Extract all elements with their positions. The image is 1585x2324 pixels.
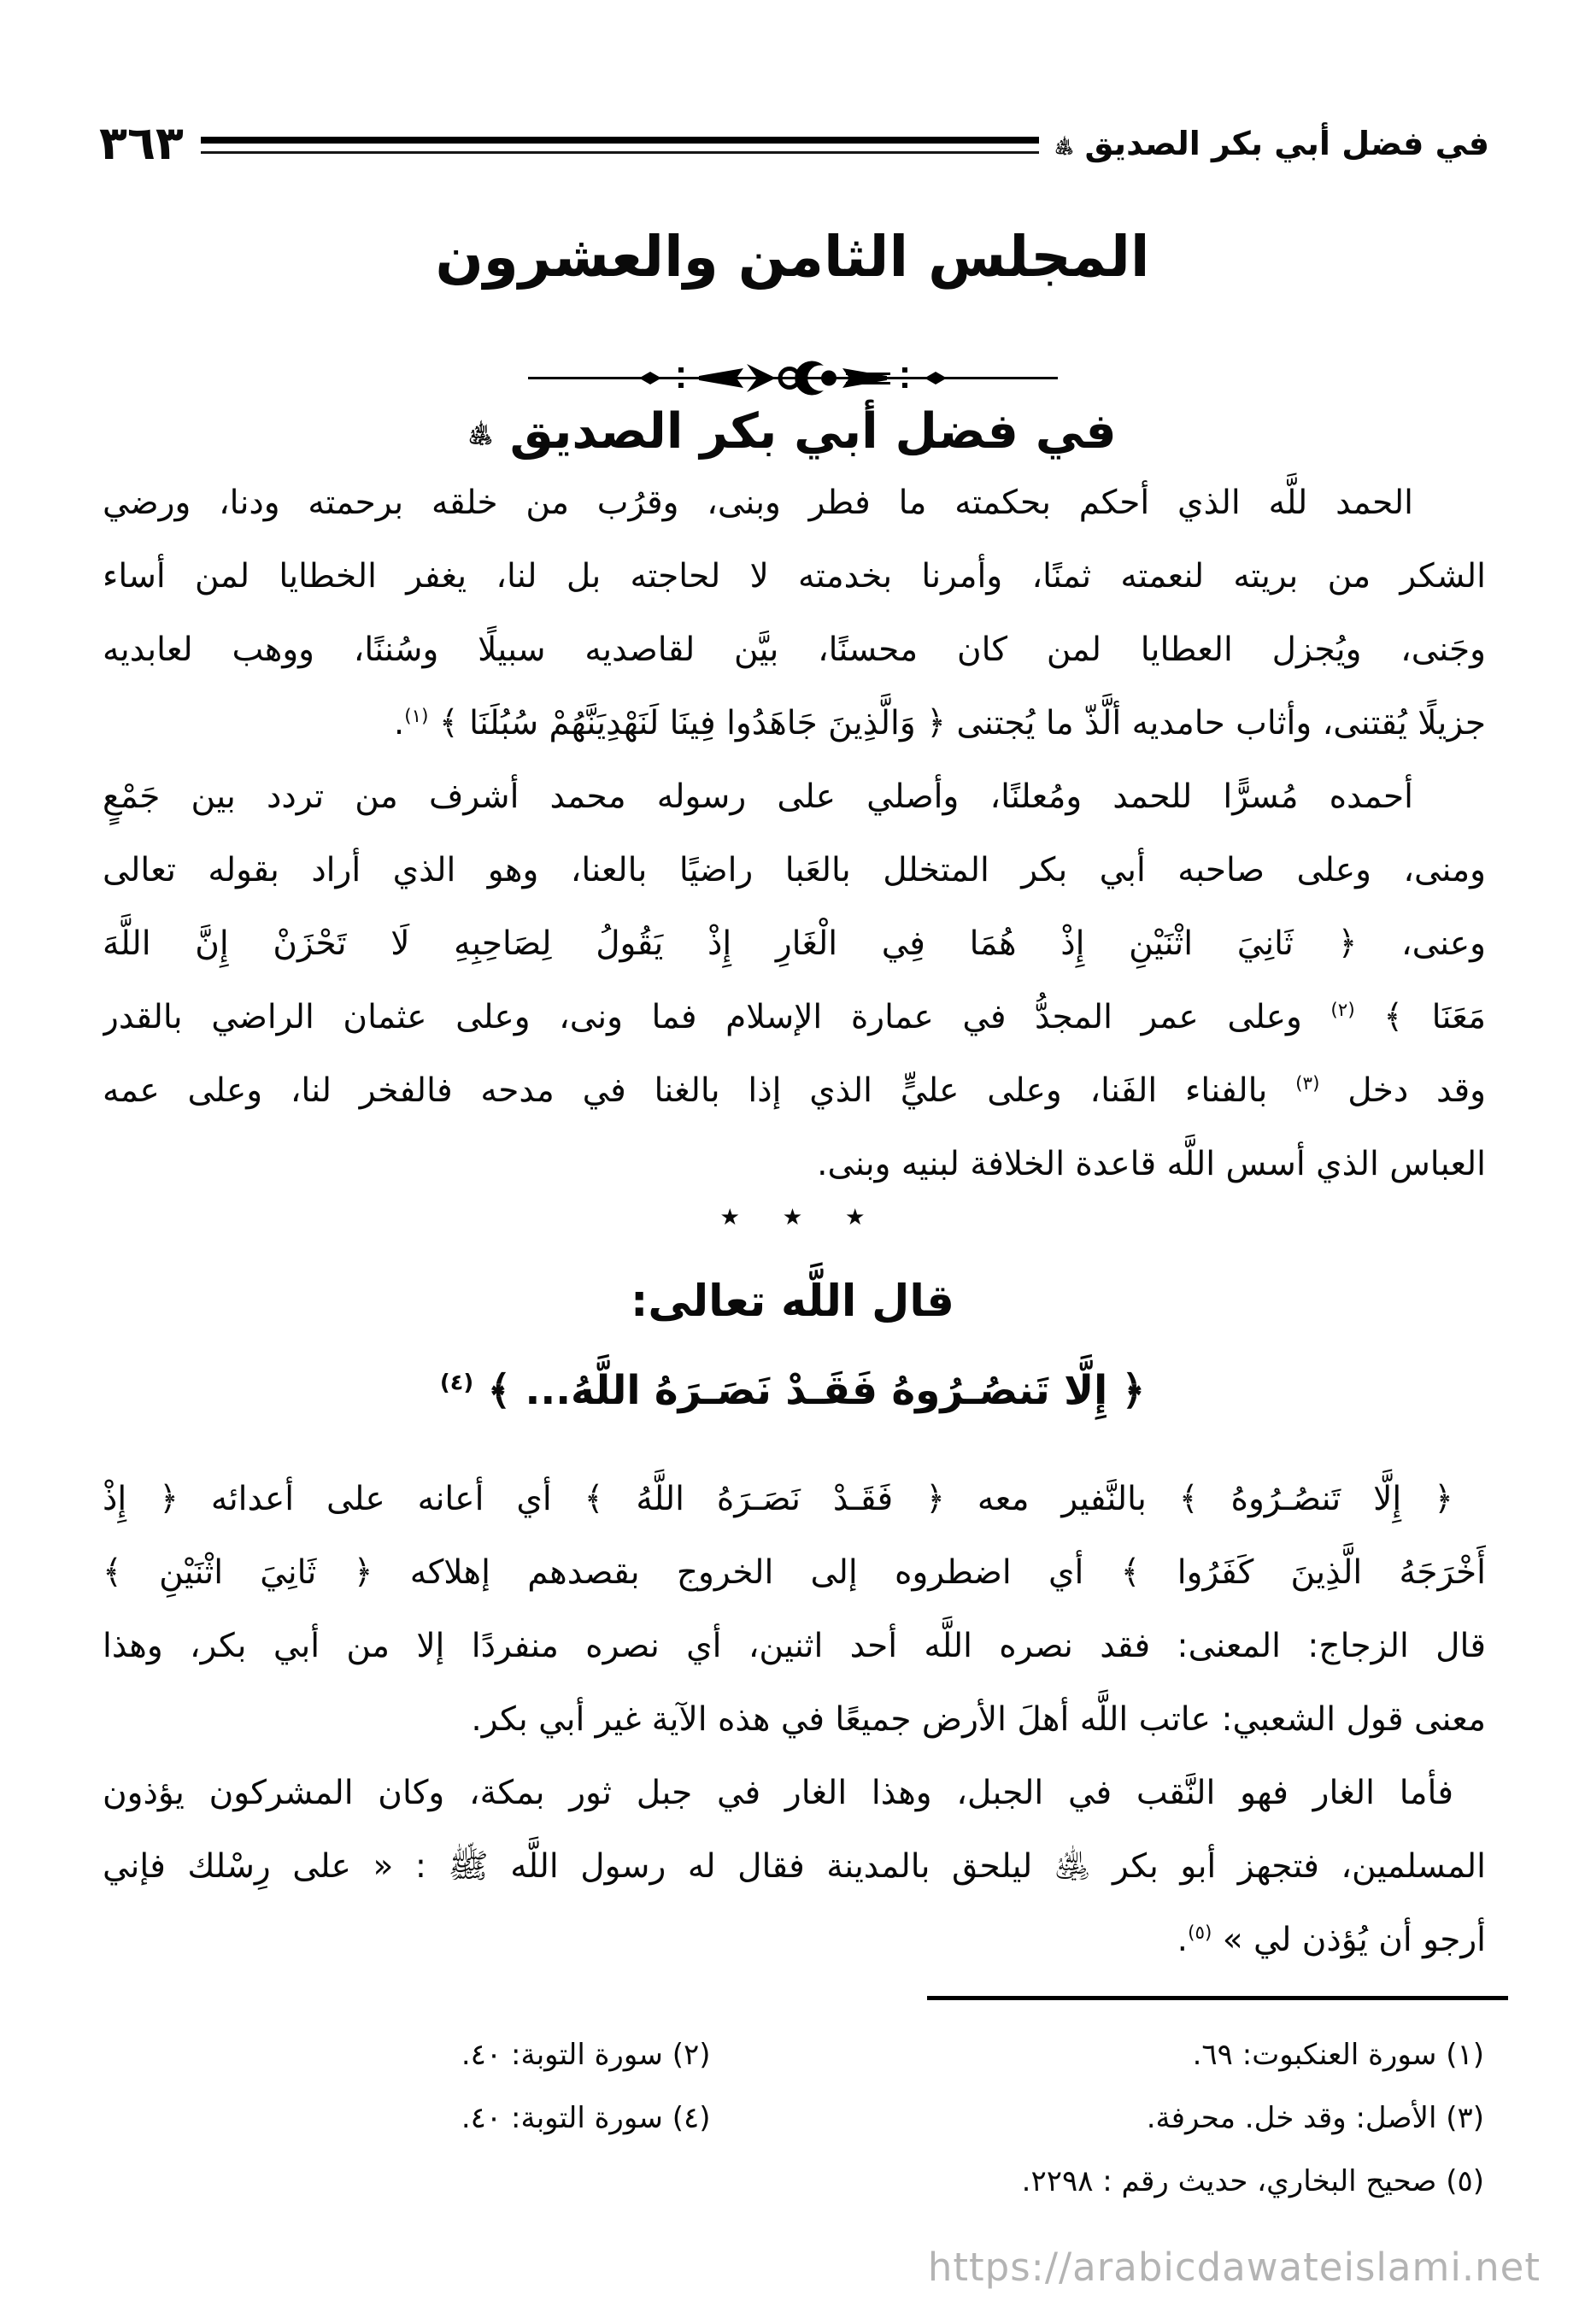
chapter-subtitle — [0, 403, 1585, 460]
header-double-rule — [201, 137, 1040, 154]
footnote-item: (٣) الأصل: وقد خل. محرفة. — [1146, 2101, 1484, 2135]
section-break-stars: ٭ ٭ ٭ — [719, 1194, 866, 1238]
body-line: قال الزجاج: المعنى: فقد نصره اللَّه أحد اثنين، أي نصره منفردًا إلا من أبي بكر، وهذا — [103, 1627, 1486, 1665]
honorific-radiallahu-icon: ﵁ — [1054, 136, 1074, 157]
body-line: أحمده مُسرًّا للحمد ومُعلنًا، وأصلي على رسوله محمد أشرف من تردد بين جَمْعٍ — [103, 778, 1413, 816]
ornament-divider — [0, 359, 1585, 398]
body-text-lower — [103, 1463, 1486, 1977]
body-line: الحمد للَّه الذي أحكم بحكمته ما فطر وبنى، وقرُب من خلقه برحمته ودنا، ورضي — [103, 484, 1413, 522]
body-line: أَخْرَجَهُ الَّذِينَ كَفَرُوا ﴾ أي اضطروه إلى الخروج بقصدهم إهلاكه ﴿ ثَانِيَ اثْنَيْنِ ﴾ — [103, 1553, 1486, 1592]
footnote-row — [103, 2086, 1484, 2150]
body-line: الشكر من بريته لنعمته ثمنًا، وأمرنا بخدمته لا لحاجته بل لنا، يغفر الخطايا لمن أساء — [103, 557, 1486, 596]
quran-verse: ﴿ إِلَّا تَنصُـرُوهُ فَقَـدْ نَصَـرَهُ اللَّهُ... ﴾ $^{(٤)}$ — [439, 1367, 1146, 1414]
body-line: ﴿ إِلَّا تَنصُـرُوهُ ﴾ بالنَّفير معه ﴿ فَقَـدْ نَصَـرَهُ اللَّهُ ﴾ أي أعانه على أعدائه ﴿ إِذْ — [103, 1480, 1453, 1518]
footnote-separator — [927, 1996, 1508, 2000]
body-line: ومنى، وعلى صاحبه أبي بكر المتخلل بالعَبا راضيًا بالعنا، وهو الذي أراد بقوله تعالى — [103, 851, 1486, 889]
footnote-item: (١) سورة العنكبوت: ٦٩. — [1192, 2038, 1484, 2072]
body-line: المسلمين، فتجهز أبو بكر ﵁ ليلحق بالمدينة فقال له رسول اللَّه ﷺ : « على رِسْلك فإني — [103, 1847, 1486, 1886]
footnotes — [103, 2023, 1484, 2213]
page-number: ٣٦٣ — [99, 116, 184, 170]
body-line: وعنى، ﴿ ثَانِيَ اثْنَيْنِ إِذْ هُمَا فِي الْغَارِ إِذْ يَقُولُ لِصَاحِبِهِ لَا تَحْزَنْ إِنَّ اللَّهَ — [103, 924, 1486, 963]
footnote-row — [103, 2023, 1484, 2086]
body-line: وجَنى، ويُجزل العطايا لمن كان محسنًا، بيَّن لقاصديه سبيلًا وسُننًا، ووهب لعابديه — [103, 631, 1486, 669]
ornament-divider-icon — [528, 359, 1058, 398]
body-line: أرجو أن يُؤذن لي » $^{(٥)}$. — [1177, 1921, 1486, 1959]
footnote-item: (٥) صحيح البخاري، حديث رقم : ٢٢٩٨. — [1021, 2164, 1484, 2198]
page-header — [99, 116, 1489, 170]
footnote-item: (٢) سورة التوبة: ٤٠. — [461, 2038, 711, 2072]
body-line: معنى قول الشعبي: عاتب اللَّه أهلَ الأرض جميعًا في هذه الآية غير أبي بكر. — [471, 1700, 1486, 1739]
rule-thin — [201, 151, 1040, 154]
running-title — [1054, 125, 1489, 162]
body-line: وقد دخل $^{(٣)}$ بالفناء الفَنا، وعلى عليٍّ الذي إذا بالغنا في مدحه فالفخر لنا، وعلى عمه — [103, 1071, 1486, 1110]
footnote-item: (٤) سورة التوبة: ٤٠. — [461, 2101, 711, 2135]
honorific-radiallahu-icon: ﵁ — [468, 423, 493, 449]
chapter-title: المجلس الثامن والعشرون — [435, 224, 1150, 290]
footnote-item-empty — [103, 2150, 710, 2213]
chapter-subtitle-text: في فضل أبي بكر الصديق — [509, 403, 1117, 460]
running-title-text: في فضل أبي بكر الصديق — [1084, 124, 1489, 162]
body-line: العباس الذي أسس اللَّه قاعدة الخلافة لبنيه وبنى. — [817, 1145, 1486, 1183]
body-line: جزيلًا يُقتنى، وأثاب حامديه ألَّذّ ما يُجتنى ﴿ وَالَّذِينَ جَاهَدُوا فِينَا لَنَهْدِيَنَّهُمْ سُبُلَنَا ﴾ $^{(١)}$. — [393, 704, 1486, 742]
site-watermark: https://arabicdawateislami.net — [927, 2245, 1541, 2290]
body-line: فأما الغار فهو النَّقب في الجبل، وهذا الغار في جبل ثور بمكة، وكان المشركون يؤذون — [103, 1774, 1453, 1812]
rule-thick — [201, 137, 1040, 144]
body-line: مَعَنَا ﴾ $^{(٢)}$ وعلى عمر المجدُّ في عمارة الإسلام فما ونى، وعلى عثمان الراضي بالقدر — [103, 998, 1486, 1036]
quran-heading: قال اللَّه تعالى: — [631, 1276, 954, 1327]
footnote-row — [103, 2150, 1484, 2213]
body-text-upper — [103, 467, 1486, 1201]
